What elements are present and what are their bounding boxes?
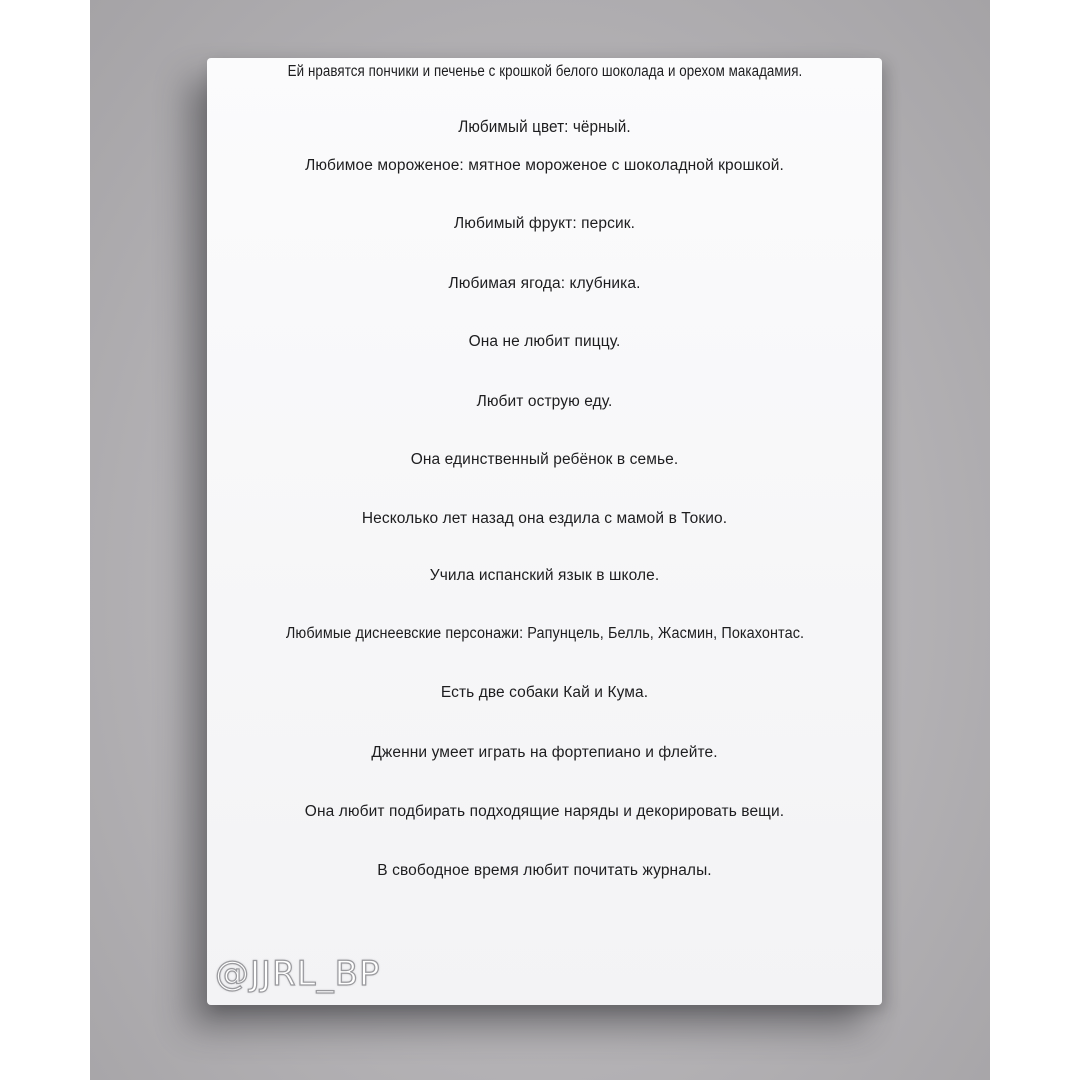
fact-line: Есть две собаки Кай и Кума. [440,684,649,701]
fact-line: Она не любит пиццу. [468,333,621,350]
fact-line: Дженни умеет играть на фортепиано и флейте. [371,744,718,761]
fact-line: Любимое мороженое: мятное мороженое с шоколадной крошкой. [305,157,784,174]
text-card [207,58,882,1005]
watermark: @JJRL_BP [215,954,381,994]
fact-line: Она единственный ребёнок в семье. [410,451,679,468]
fact-line: Любит острую еду. [476,393,613,410]
fact-line: Любимый цвет: чёрный. [458,117,631,136]
fact-line: Любимый фрукт: персик. [453,215,636,232]
fact-line: Учила испанский язык в школе. [429,567,660,584]
fact-line: Несколько лет назад она ездила с мамой в Токио. [361,510,728,527]
fact-line: Ей нравятся пончики и печенье с крошкой белого шоколада и орехом макадамия. [287,63,803,80]
fact-line: Любимые диснеевские персонажи: Рапунцель, Белль, Жасмин, Покахонтас. [285,625,805,642]
fact-line: Любимая ягода: клубника. [448,275,641,292]
fact-line: Она любит подбирать подходящие наряды и декорировать вещи. [304,803,785,820]
fact-line: В свободное время любит почитать журналы. [377,862,712,879]
